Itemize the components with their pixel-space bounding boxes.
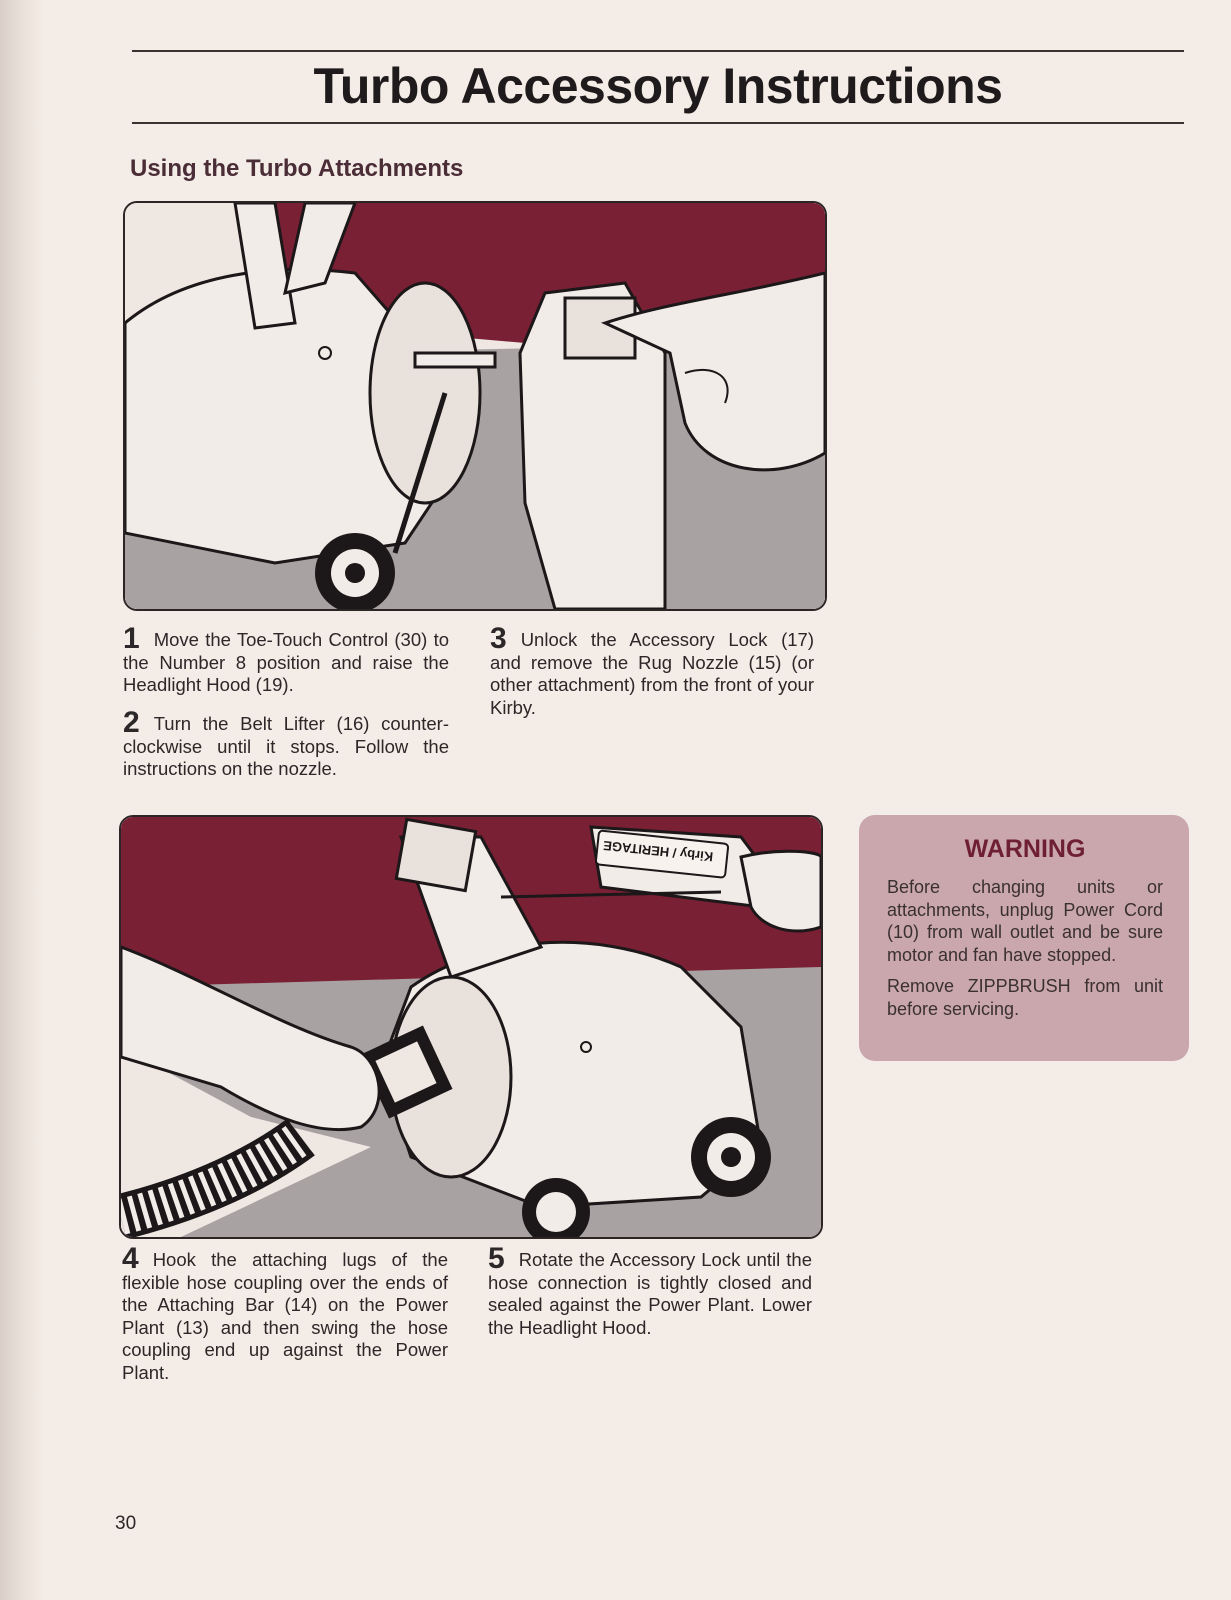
step-5 [488, 1242, 812, 1339]
header-rule-bottom [132, 122, 1184, 124]
step-4-number: 4 [122, 1242, 139, 1275]
page-number: 30 [115, 1513, 137, 1534]
step-3-text: Unlock the Accessory Lock (17) and remove the Rug Nozzle (15) (or other attachment) from the front of your Kirby. [490, 629, 814, 718]
section-title: Using the Turbo Attachments [130, 155, 464, 182]
illustration-remove-nozzle [123, 201, 827, 611]
step-2-number: 2 [123, 706, 140, 739]
nozzle-brand-label: Kirby / HERITAGE [602, 837, 714, 865]
step-5-text: Rotate the Accessory Lock until the hose connection is tightly closed and sealed against the Power Plant. Lower the Headlight Hood. [488, 1249, 812, 1338]
step-1-number: 1 [123, 622, 140, 655]
warning-paragraph-zippbrush: Remove ZIPPBRUSH from unit before servicing. [887, 976, 1163, 1019]
step-1 [123, 622, 449, 697]
step-3-number: 3 [490, 622, 507, 655]
warning-title: WARNING [964, 835, 1086, 863]
step-4-text: Hook the attaching lugs of the flexible hose coupling over the ends of the Attaching Bar (14) on the Power Plant (13) and then swing the hose coupling end up against the Power Plant. [122, 1249, 448, 1383]
step-2-text: Turn the Belt Lifter (16) counter-clockwise until it stops. Follow the instructions on the nozzle. [123, 713, 449, 779]
warning-box [859, 815, 1189, 1061]
step-2 [123, 706, 449, 781]
step-3 [490, 622, 814, 719]
warning-paragraph-unplug: Before changing units or attachments, unplug Power Cord (10) from wall outlet and be sure motor and fan have stopped. [887, 877, 1163, 965]
step-1-text: Move the Toe-Touch Control (30) to the Number 8 position and raise the Headlight Hood (19). [123, 629, 449, 695]
step-5-number: 5 [488, 1242, 505, 1275]
illustration-attach-hose [119, 815, 823, 1239]
page-binding-edge [0, 0, 44, 1600]
page-title: Turbo Accessory Instructions [313, 58, 1003, 114]
step-4 [122, 1242, 448, 1384]
